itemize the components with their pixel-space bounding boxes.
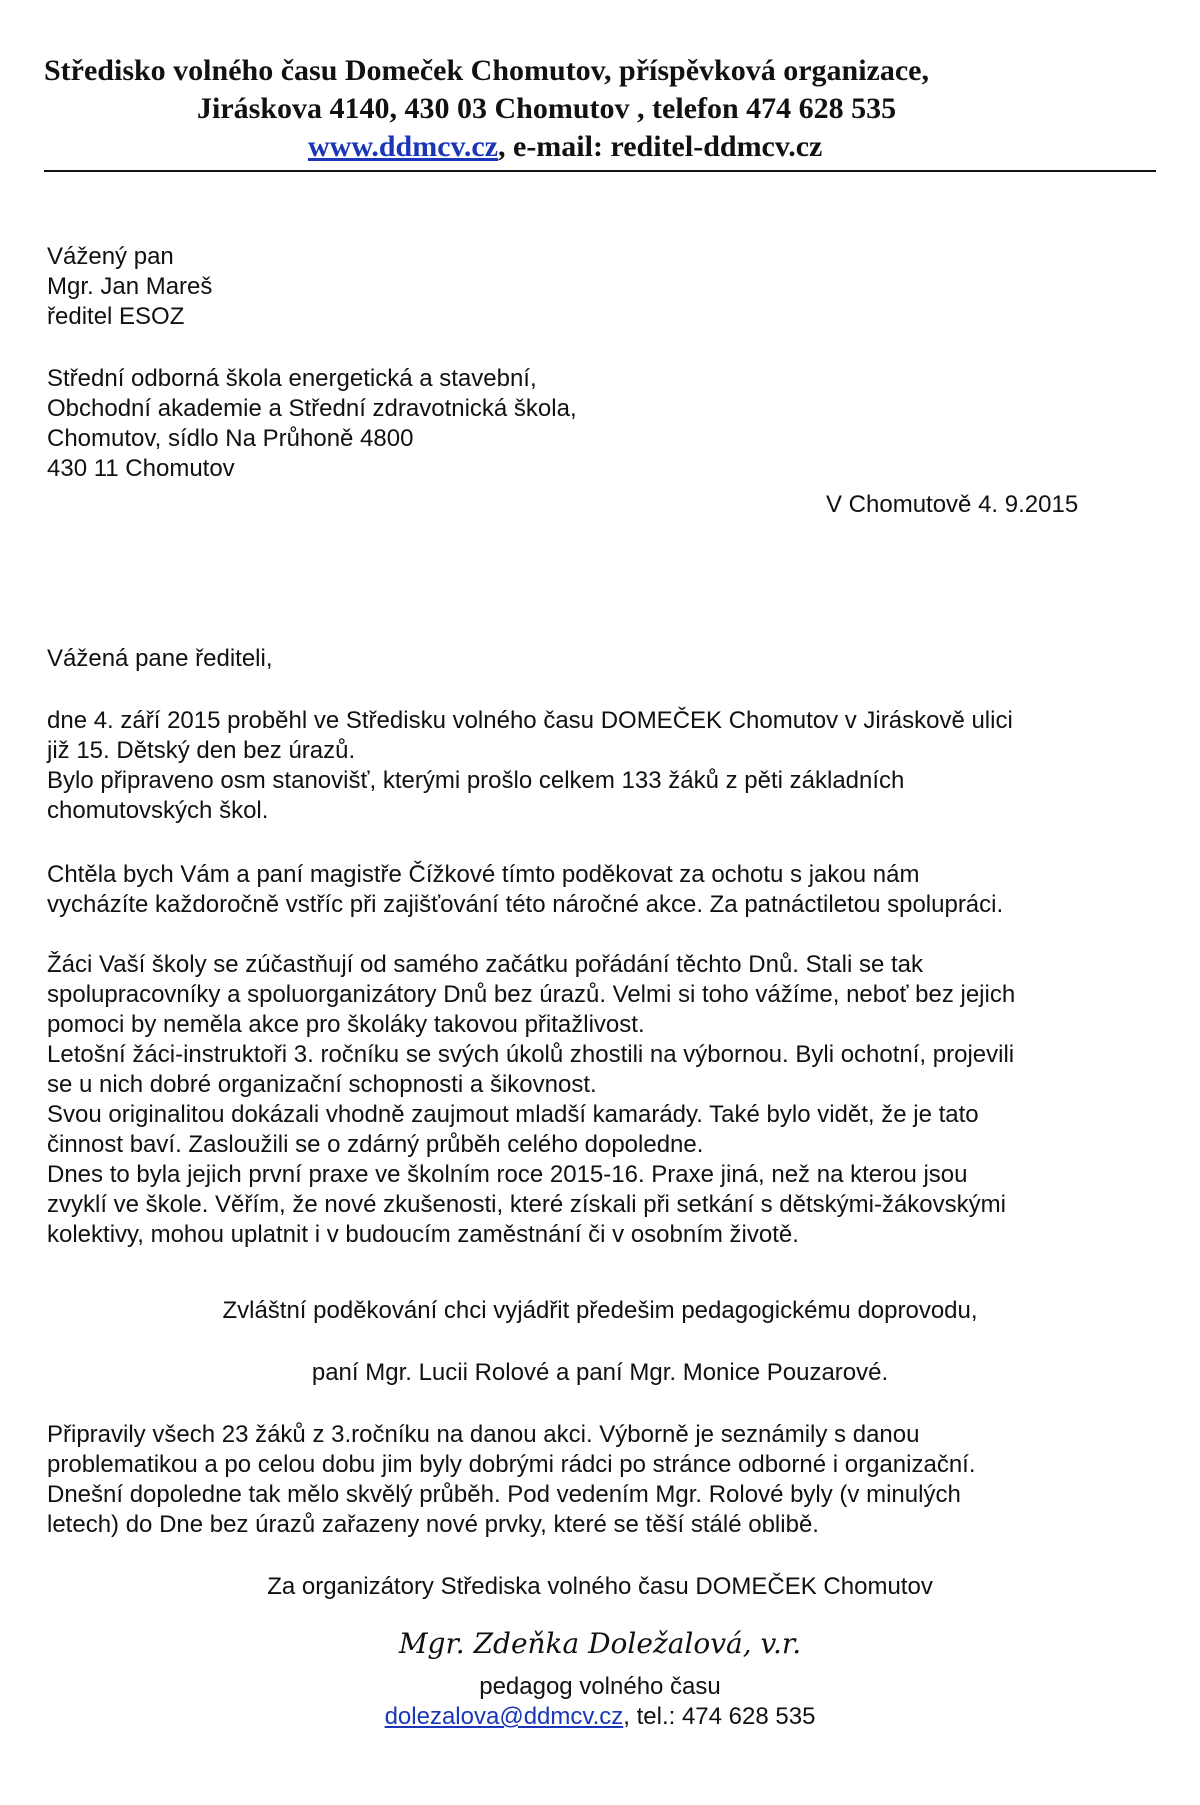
paragraph-line: spolupracovníky a spoluorganizátory Dnů bez úrazů. Velmi si toho vážíme, neboť bez jejich (47, 981, 1016, 1008)
paragraph-line: chomutovských škol. (47, 797, 269, 824)
paragraph-line: Letošní žáci-instruktoři 3. ročníku se svých úkolů zhostili na výbornou. Byli ochotní, projevili (47, 1041, 1015, 1068)
paragraph-line: Bylo připraveno osm stanovišť, kterými prošlo celkem 133 žáků z pěti základních (47, 767, 905, 794)
signature-contact (0, 1702, 1200, 1732)
paragraph-2 (47, 860, 1003, 920)
paragraph-line: Svou originalitou dokázali vhodně zaujmout mladší kamarády. Také bylo vidět, že je tato (47, 1101, 979, 1128)
school-address-block (47, 364, 577, 484)
website-link[interactable]: www.ddmcv.cz (308, 130, 498, 163)
paragraph-line: vycházíte každoročně vstříc při zajišťování této náročné akce. Za patnáctiletou spolupráci. (47, 891, 1004, 918)
address-line: Střední odborná škola energetická a stavební, (47, 365, 537, 392)
signature-name: Mgr. Zdeňka Doležalová, v.r. (398, 1627, 802, 1660)
paragraph-line: dne 4. září 2015 proběhl ve Středisku volného času DOMEČEK Chomutov v Jiráskově ulici (47, 707, 1013, 734)
paragraph-line: Dnes to byla jejich první praxe ve školním roce 2015-16. Praxe jiná, než na kterou jsou (47, 1161, 968, 1188)
recipient-line: Mgr. Jan Mareš (47, 273, 213, 300)
letterhead-divider (44, 170, 1156, 172)
recipient-line: Vážený pan (47, 243, 174, 270)
address-line: 430 11 Chomutov (47, 455, 235, 482)
paragraph-line: zvyklí ve škole. Věřím, že nové zkušenosti, které získali při setkání s dětskými-žákovskými (47, 1191, 1006, 1218)
paragraph-1 (47, 706, 1013, 826)
paragraph-line: pomoci by neměla akce pro školáky takovou přitažlivost. (47, 1011, 645, 1038)
salutation: Vážená pane řediteli, (47, 645, 273, 672)
address-line: Obchodní akademie a Střední zdravotnická škola, (47, 395, 577, 422)
letterhead-email: , e-mail: reditel-ddmcv.cz (498, 130, 823, 163)
recipient-line: ředitel ESOZ (47, 303, 185, 330)
email-link[interactable]: dolezalova@ddmcv.cz (384, 1703, 624, 1730)
recipient-block (47, 242, 212, 332)
signature-phone: , tel.: 474 628 535 (623, 1703, 816, 1730)
paragraph-line: Dnešní dopoledne tak mělo skvělý průběh. Pod vedením Mgr. Rolové byly (v minulých (47, 1481, 961, 1508)
address-line: Chomutov, sídlo Na Průhoně 4800 (47, 425, 414, 452)
paragraph-line: Připravily všech 23 žáků z 3.ročníku na danou akci. Výborně je seznámily s danou (47, 1421, 920, 1448)
paragraph-line: činnost baví. Zasloužili se o zdárný průběh celého dopoledne. (47, 1131, 704, 1158)
teachers-line: paní Mgr. Lucii Rolové a paní Mgr. Monice Pouzarové. (311, 1359, 889, 1386)
signature-role: pedagog volného času (479, 1673, 721, 1700)
letterhead-organization: Středisko volného času Domeček Chomutov, příspěvková organizace, (44, 54, 929, 87)
closing-line: Za organizátory Střediska volného času DOMEČEK Chomutov (267, 1573, 933, 1600)
thanks-line: Zvláštní poděkování chci vyjádřit předešim pedagogickému doprovodu, (222, 1297, 978, 1324)
paragraph-line: se u nich dobré organizační schopnosti a šikovnost. (47, 1071, 597, 1098)
letterhead-address: Jiráskova 4140, 430 03 Chomutov , telefon 474 628 535 (197, 92, 897, 125)
paragraph-line: letech) do Dne bez úrazů zařazeny nové prvky, které se těší stálé oblibě. (47, 1511, 819, 1538)
paragraph-line: kolektivy, mohou uplatnit i v budoucím zaměstnání či v osobním životě. (47, 1221, 799, 1248)
paragraph-line: již 15. Dětský den bez úrazů. (47, 737, 356, 764)
paragraph-3 (47, 950, 1015, 1250)
paragraph-line: Chtěla bych Vám a paní magistře Čížkové tímto poděkovat za ochotu s jakou nám (47, 861, 920, 888)
date-line: V Chomutově 4. 9.2015 (826, 491, 1079, 518)
paragraph-line: problematikou a po celou dobu jim byly dobrými rádci po stránce odborné i organizační. (47, 1451, 976, 1478)
paragraph-4 (47, 1420, 976, 1540)
paragraph-line: Žáci Vaší školy se zúčastňují od samého začátku pořádání těchto Dnů. Stali se tak (47, 951, 924, 978)
letterhead (44, 52, 1156, 166)
letterhead-contact (308, 128, 1156, 166)
